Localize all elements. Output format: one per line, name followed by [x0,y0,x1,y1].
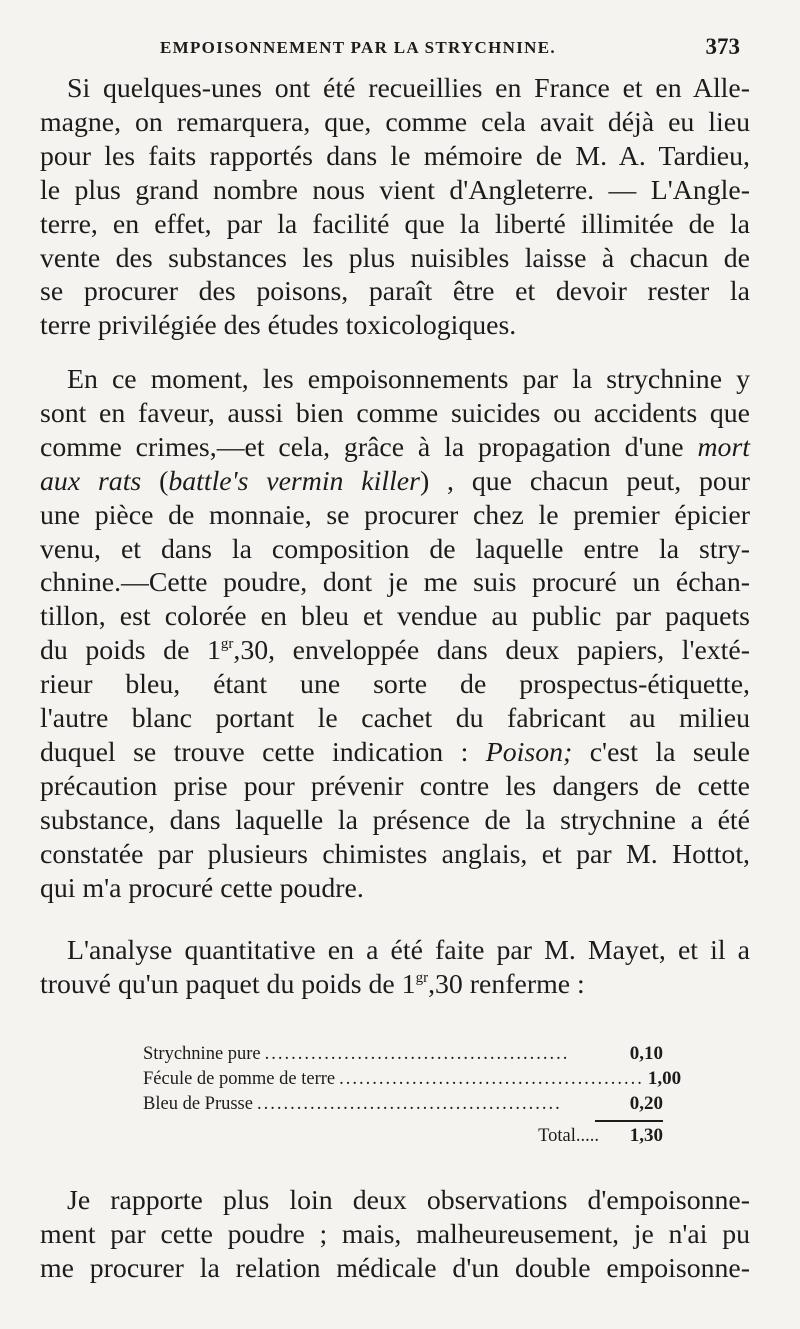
leader-dots: .............................................. [264,1044,570,1064]
running-title: EMPOISONNEMENT PAR LA STRYCHNINE. [160,38,556,57]
page-number: 373 [705,34,740,59]
text-line: rieur bleu, étant une sorte de prospectus-étiquette, [40,669,750,701]
total-value: 1,30 [629,1125,663,1146]
table-row [143,1065,682,1090]
text-line: comme crimes,—et cela, grâce à la propagation d'une mort [40,431,750,463]
text-line: sont en faveur, aussi bien comme suicides ou accidents que [40,397,750,429]
text-line: Si quelques-unes ont été recueillies en France et en Alle- [67,73,750,104]
text-line: précaution prise pour prévenir contre les dangers de cette [40,770,750,802]
text-line: constatée par plusieurs chimistes anglais, et par M. Hottot, [40,838,750,870]
ingredient-name: Strychnine pure [143,1044,261,1064]
composition-table [143,1040,682,1147]
ingredient-value: 0,10 [629,1043,663,1064]
text-line: pour les faits rapportés dans le mémoire de M. A. Tardieu, [40,140,750,172]
text-line: magne, on remarquera, que, comme cela avait déjà eu lieu [40,106,750,138]
ingredient-name: Fécule de pomme de terre [143,1069,336,1089]
paragraph-4 [40,1184,750,1286]
text-line: L'analyse quantitative en a été faite par M. Mayet, et il a [67,935,750,966]
paragraph-1 [40,72,750,343]
leader-dots: .............................................. [339,1069,644,1089]
text-line: qui m'a procuré cette poudre. [40,872,364,904]
text-line: me procurer la relation médicale d'un double empoisonne- [40,1252,750,1284]
page-header [150,34,745,64]
text-line: aux rats (battle's vermin killer) , que chacun peut, pour [40,465,750,497]
table-row [143,1040,663,1065]
paragraph-2 [40,363,750,906]
text-line: substance, dans laquelle la présence de la strychnine a été [40,804,750,836]
text-line: le plus grand nombre nous vient d'Angleterre. — L'Angle- [40,174,750,206]
text-line: du poids de $1^{gr},30$, enveloppée dans deux papiers, l'exté- [40,635,750,667]
text-line: chnine.—Cette poudre, dont je me suis procuré un échan- [40,567,750,599]
paragraph-3 [40,934,750,1002]
text-line: Je rapporte plus loin deux observations d'empoisonne- [67,1185,750,1216]
text-line: terre privilégiée des études toxicologiques. [40,310,517,342]
total-label: Total..... [538,1126,599,1146]
text-line: vente des substances les plus nuisibles laisse à chacun de [40,242,750,274]
total-rule [595,1120,663,1122]
ingredient-value: 1,00 [647,1068,682,1089]
text-line: venu, et dans la composition de laquelle entre la stry- [40,533,750,565]
text-line: duquel se trouve cette indication : Poison; c'est la seule [40,736,750,768]
ingredient-value: 0,20 [629,1093,663,1114]
text-line: se procurer des poisons, paraît être et devoir rester la [40,276,750,308]
text-line: trouvé qu'un paquet du poids de $1^{gr},30$ renferme : [40,968,585,1000]
text-line: En ce moment, les empoisonnements par la strychnine y [67,364,750,395]
ingredient-name: Bleu de Prusse [143,1094,253,1114]
text-line: ment par cette poudre ; mais, malheureusement, je n'ai pu [40,1218,750,1250]
text-line: une pièce de monnaie, se procurer chez le premier épicier [40,499,750,531]
text-line: terre, en effet, par la facilité que la liberté illimitée de la [40,208,750,240]
table-row [143,1090,663,1115]
leader-dots: .............................................. [256,1094,562,1114]
total-row [143,1119,663,1147]
text-line: tillon, est colorée en bleu et vendue au public par paquets [40,601,750,633]
text-line: l'autre blanc portant le cachet du fabricant au milieu [40,703,750,735]
